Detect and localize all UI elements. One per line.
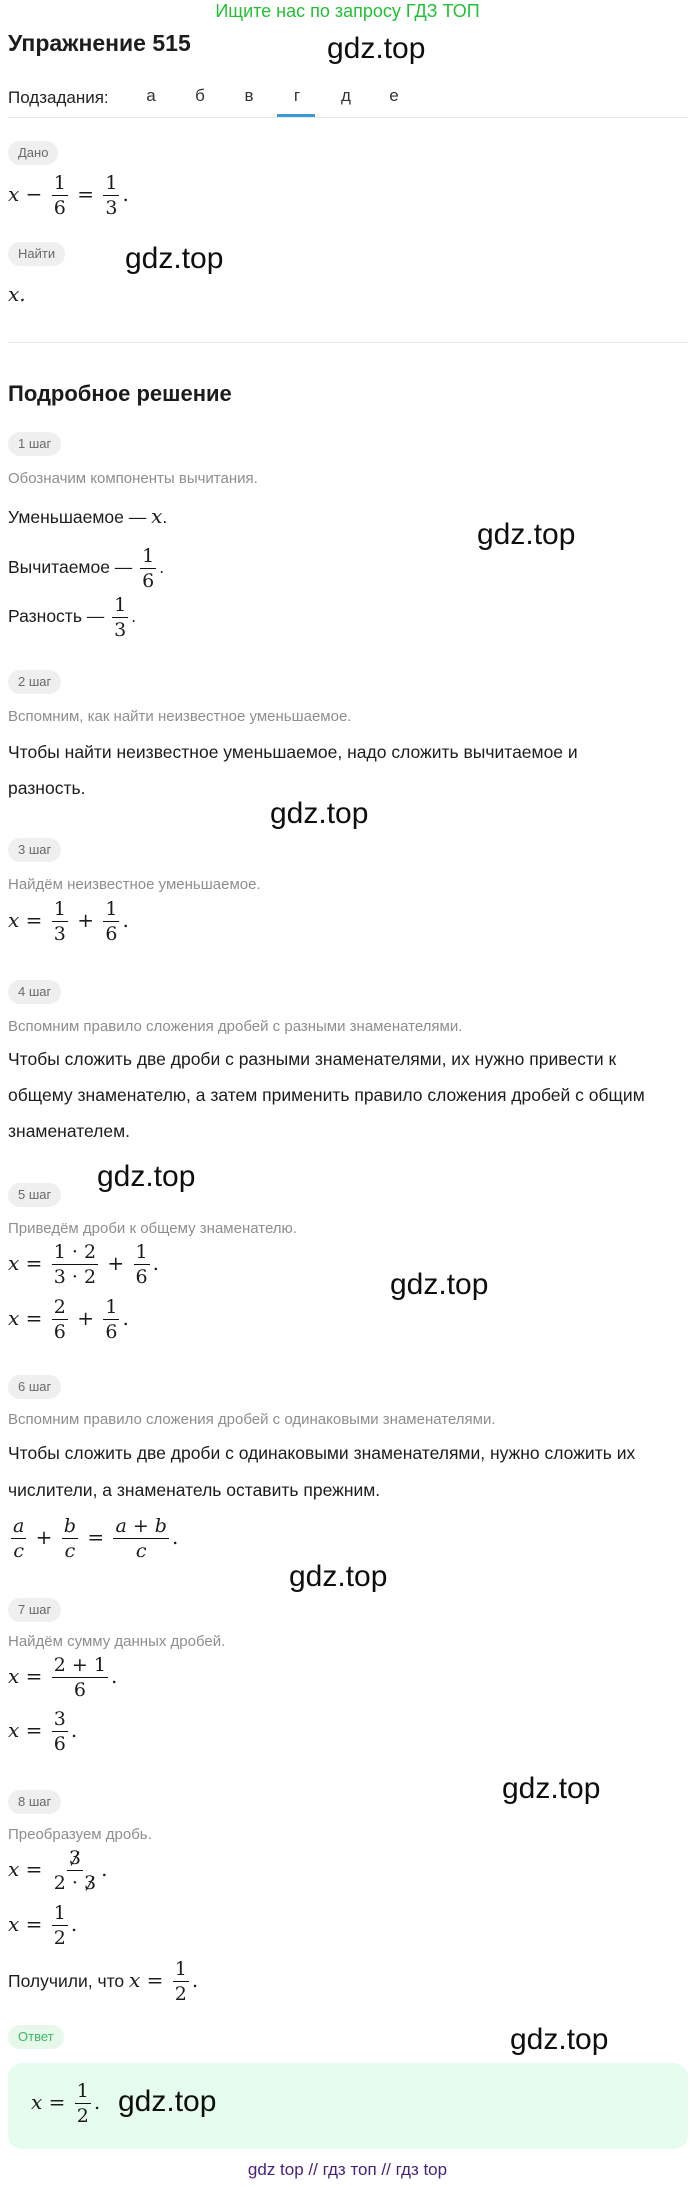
search-banner[interactable]: Ищите нас по запросу ГДЗ ТОП	[215, 1, 480, 21]
step-line: знаменателем.	[8, 1121, 131, 1141]
step-note: Вспомним правило сложения дробей с одинаковыми знаменателями.	[8, 1411, 496, 1428]
step-equation: x = $\frac{1}{2}$ .	[8, 1902, 78, 1949]
step-line: числители, а знаменатель оставить прежним.	[8, 1480, 381, 1500]
answer-equation: x = $\frac{1}{2}$ .	[31, 2080, 101, 2127]
step-equation: x = $\frac{2}{6}$ + $\frac{1}{6}$ .	[8, 1296, 129, 1343]
watermark: gdz.top	[289, 1560, 388, 1593]
step-equation: x = $\frac{3}{2 \cdot 3}$ .	[8, 1847, 108, 1894]
step-line: разность.	[8, 778, 86, 798]
step-chip: 5 шаг	[8, 1183, 61, 1207]
watermark: gdz.top	[502, 1772, 601, 1805]
step-note: Найдём неизвестное уменьшаемое.	[8, 876, 261, 893]
step-equation: x = $\frac{3}{6}$ .	[8, 1708, 78, 1755]
divider	[8, 342, 688, 343]
step-chip: 8 шаг	[8, 1790, 61, 1814]
step-note: Найдём сумму данных дробей.	[8, 1633, 226, 1650]
step-note: Преобразуем дробь.	[8, 1826, 152, 1843]
watermark: gdz.top	[390, 1268, 489, 1301]
watermark: gdz.top	[327, 32, 426, 65]
page-title: Упражнение 515	[8, 30, 191, 56]
step-equation: x = $\frac{1}{3}$ + $\frac{1}{6}$ .	[8, 898, 129, 945]
step-chip: 3 шаг	[8, 838, 61, 862]
watermark: gdz.top	[270, 797, 369, 830]
step-line: Чтобы найти неизвестное уменьшаемое, надо сложить вычитаемое и	[8, 742, 578, 762]
step-chip: 7 шаг	[8, 1598, 61, 1622]
step-line: Вычитаемое — $\frac{1}{6}$ .	[8, 545, 165, 592]
find-value: x.	[8, 282, 26, 306]
step-note: Приведём дроби к общему знаменателю.	[8, 1220, 297, 1237]
step-note: Вспомним, как найти неизвестное уменьшаемое.	[8, 708, 352, 725]
subtasks-label: Подзадания:	[8, 88, 109, 107]
step-chip: 6 шаг	[8, 1375, 61, 1399]
step-line: Уменьшаемое — x.	[8, 504, 168, 528]
step-equation: $\frac{a}{c}$ + $\frac{b}{c}$ = $\frac{a + b}{c}$ .	[13, 1515, 179, 1562]
tab-d[interactable]: д	[341, 86, 351, 105]
step-chip: 1 шаг	[8, 432, 61, 456]
watermark: gdz.top	[125, 242, 224, 275]
watermark: gdz.top	[510, 2023, 609, 2056]
tab-a[interactable]: а	[146, 86, 156, 105]
answer-chip: Ответ	[8, 2025, 64, 2049]
given-chip: Дано	[8, 141, 58, 165]
step-equation: x = $\frac{2 + 1}{6}$ .	[8, 1654, 118, 1701]
watermark: gdz.top	[118, 2085, 217, 2118]
tab-e[interactable]: е	[389, 86, 399, 105]
step-equation: x = $\frac{1 \cdot 2}{3 \cdot 2}$ + $\frac{1}{6}$ .	[8, 1241, 159, 1288]
find-chip: Найти	[8, 242, 65, 266]
divider	[8, 117, 688, 118]
step-line: Чтобы сложить две дроби с разными знаменателями, их нужно привести к	[8, 1049, 617, 1069]
given-equation: x − $\frac{1}{6}$ = $\frac{1}{3}$ .	[8, 172, 129, 219]
step-line: Разность — $\frac{1}{3}$ .	[8, 594, 137, 641]
watermark: gdz.top	[477, 518, 576, 551]
step-note: Вспомним правило сложения дробей с разными знаменателями.	[8, 1018, 463, 1035]
step-chip: 4 шаг	[8, 980, 61, 1004]
answer-box	[8, 2063, 688, 2149]
watermark: gdz.top	[97, 1160, 196, 1193]
tab-b[interactable]: б	[195, 86, 205, 105]
step-note: Обозначим компоненты вычитания.	[8, 470, 258, 487]
step-line: Чтобы сложить две дроби с одинаковыми знаменателями, нужно сложить их	[8, 1443, 636, 1463]
tab-g[interactable]: г	[293, 86, 301, 105]
step-chip: 2 шаг	[8, 670, 61, 694]
footer-links[interactable]: gdz top // гдз топ // гдз top	[247, 2160, 448, 2179]
tab-v[interactable]: в	[244, 86, 254, 105]
conclusion-line: Получили, что x = $\frac{1}{2}$ .	[8, 1958, 199, 2005]
step-line: общему знаменателю, а затем применить правило сложения дробей с общим	[8, 1085, 645, 1105]
solution-heading: Подробное решение	[8, 381, 232, 406]
